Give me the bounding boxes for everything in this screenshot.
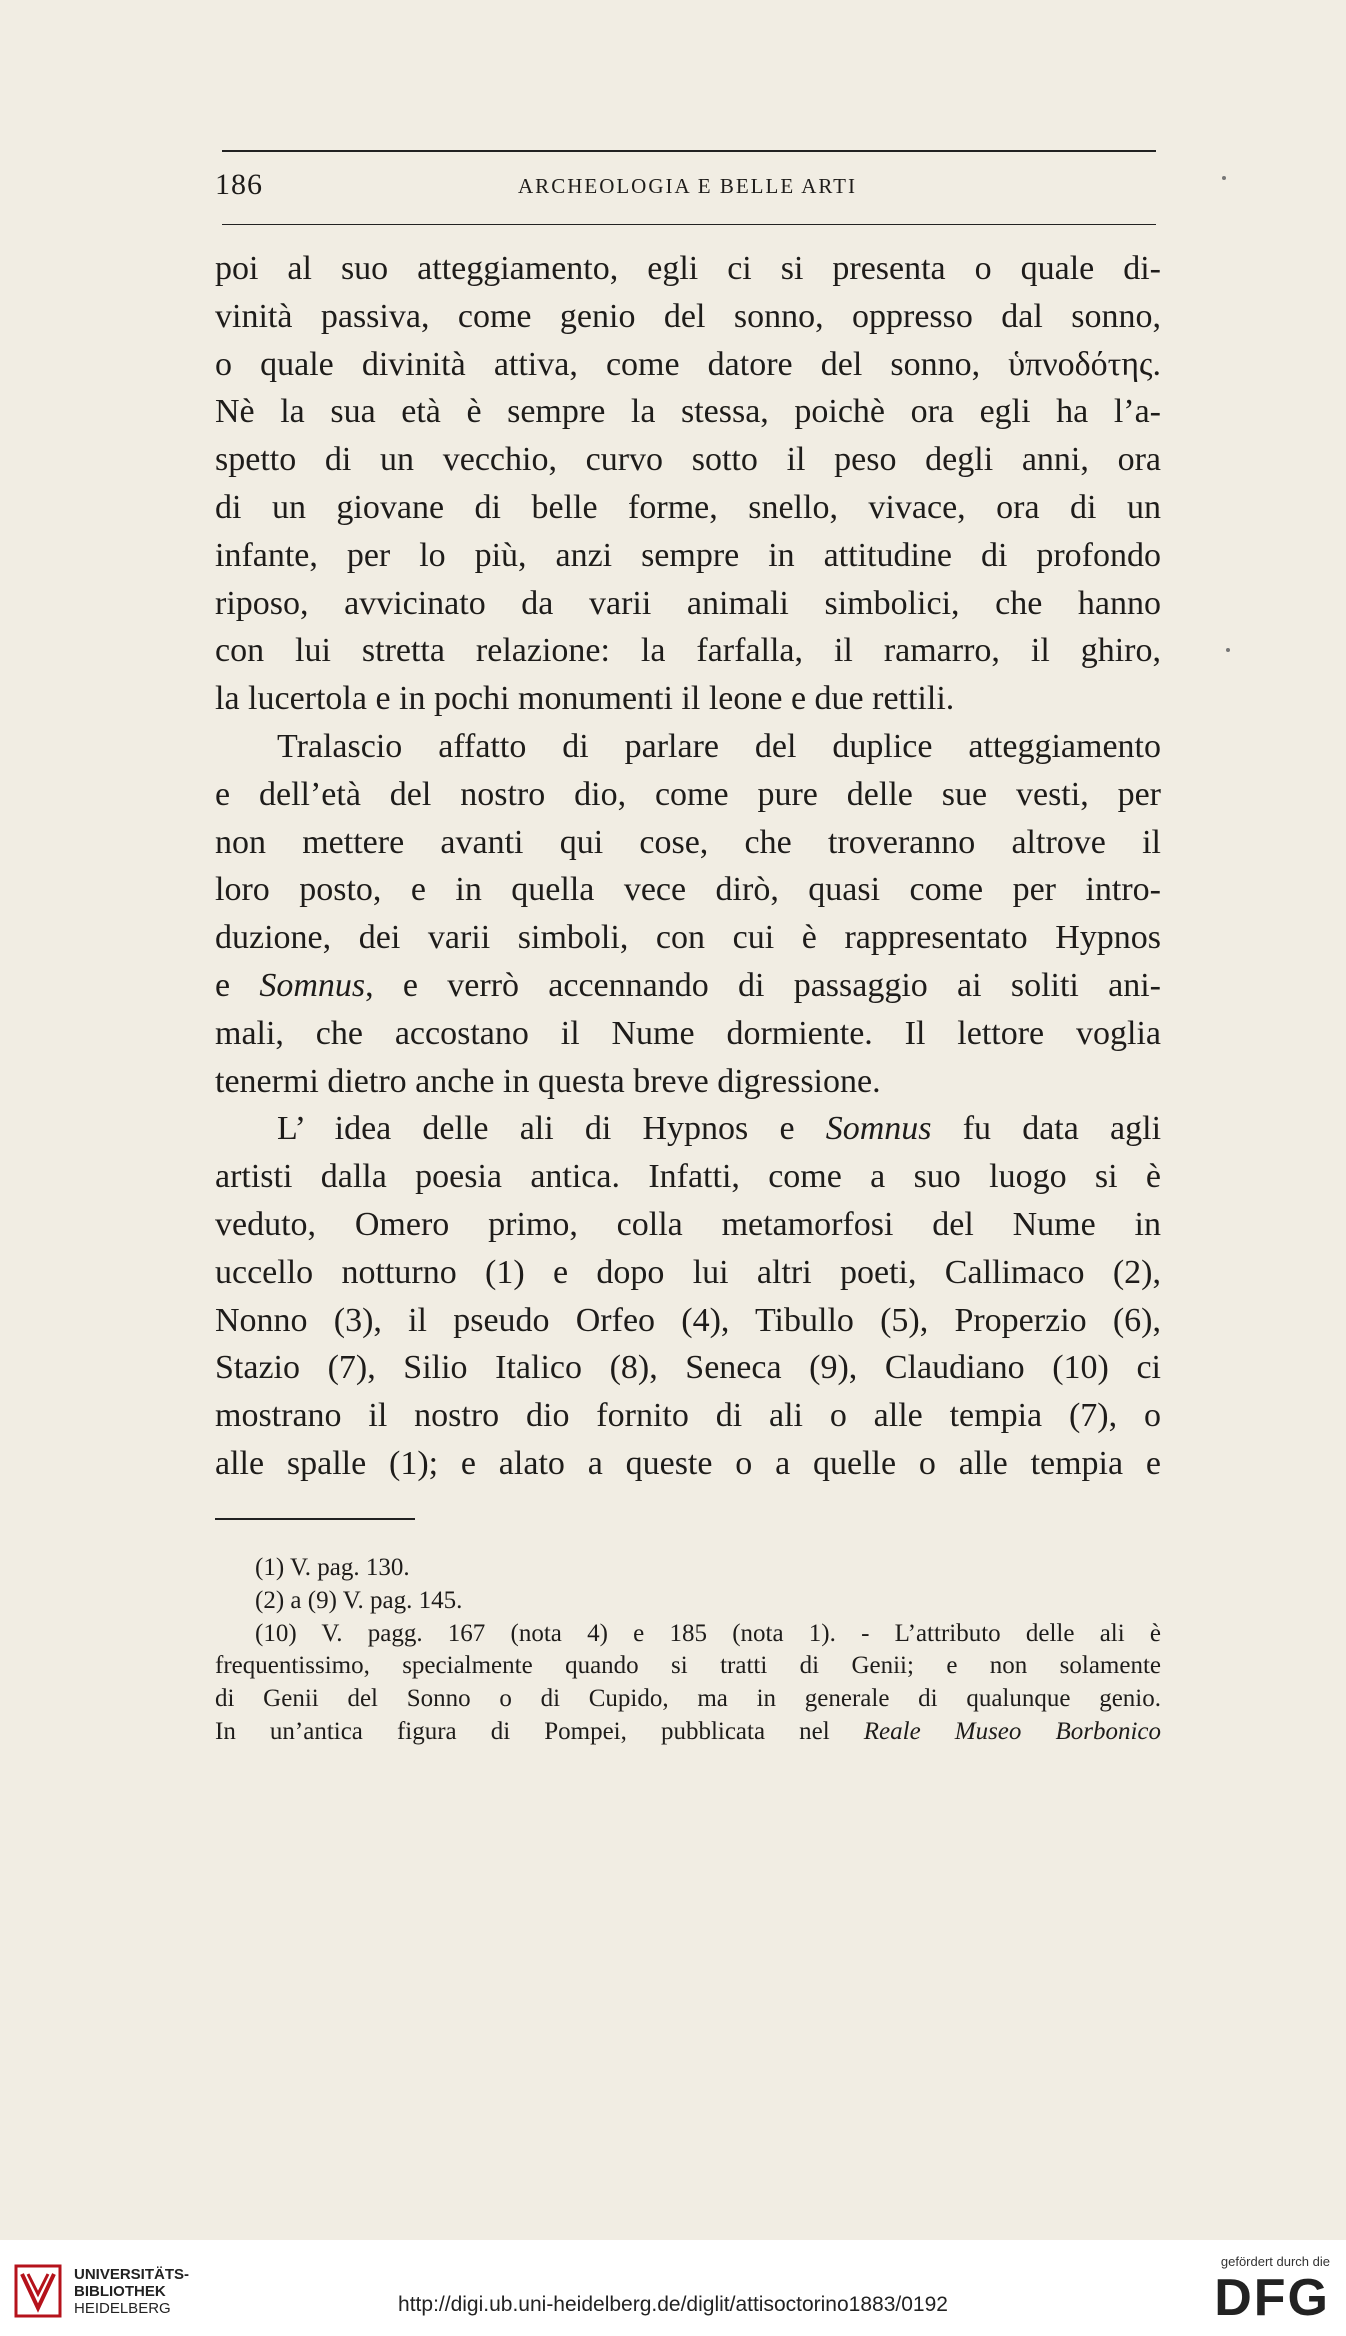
text-line: mostrano il nostro dio fornito di ali o alle tempia (7), o <box>215 1397 1161 1435</box>
footnote-line: (1) V. pag. 130. <box>255 1554 410 1581</box>
scan-speck <box>1226 648 1230 652</box>
text-fragment: L’ idea delle ali di Hypnos e <box>277 1110 795 1148</box>
page-number: 186 <box>215 168 263 201</box>
scan-speck <box>1222 176 1226 180</box>
text-line: riposo, avvicinato da varii animali simbolici, che hanno <box>215 584 1161 622</box>
text-line: non mettere avanti qui cose, che troveranno altrove il <box>215 823 1161 861</box>
text-line: Nè la sua età è sempre la stessa, poichè ora egli ha l’a- <box>215 393 1161 431</box>
footnote-line: (10) V. pagg. 167 (nota 4) e 185 (nota 1). - L’attributo delle ali è <box>255 1619 1161 1647</box>
text-line: alle spalle (1); e alato a queste o a quelle o alle tempia e <box>215 1444 1161 1482</box>
text-line: spetto di un vecchio, curvo sotto il peso degli anni, ora <box>215 441 1161 479</box>
text-line: di un giovane di belle forme, snello, vivace, ora di un <box>215 488 1161 526</box>
text-line: tenermi dietro anche in questa breve digressione. <box>215 1062 881 1100</box>
text-line: Nonno (3), il pseudo Orfeo (4), Tibullo (5), Properzio (6), <box>215 1301 1161 1339</box>
library-name-line: HEIDELBERG <box>74 2300 171 2317</box>
text-line: o quale divinità attiva, come datore del sonno, ὑπνοδότης. <box>215 345 1161 383</box>
text-line: Tralascio affatto di parlare del duplice atteggiamento <box>277 727 1161 765</box>
header-rule-top <box>222 150 1156 152</box>
text-fragment: fu data agli <box>962 1110 1162 1148</box>
text-line: poi al suo atteggiamento, egli ci si presenta o quale di- <box>215 250 1161 287</box>
text-line: artisti dalla poesia antica. Infatti, come a suo luogo si è <box>215 1158 1161 1196</box>
text-line: la lucertola e in pochi monumenti il leone e due rettili. <box>215 680 955 718</box>
footnote-line <box>215 1716 1161 1749</box>
text-line: veduto, Omero primo, colla metamorfosi del Nume in <box>215 1205 1161 1243</box>
italic-term-somnus: Somnus <box>259 966 366 1004</box>
text-line: uccello notturno (1) e dopo lui altri poeti, Callimaco (2), <box>215 1253 1161 1291</box>
text-line: duzione, dei varii simboli, con cui è rappresentato Hypnos <box>215 919 1161 957</box>
dfg-logo: DFG <box>1214 2269 1330 2327</box>
footnote-line: (2) a (9) V. pag. 145. <box>255 1586 463 1614</box>
text-fragment: , e verrò accennando di passaggio ai soliti ani- <box>365 966 1161 1004</box>
body-text <box>215 245 1161 1488</box>
text-fragment: In un’antica figura di Pompei, pubblicata nel <box>215 1717 830 1745</box>
text-line: loro posto, e in quella vece dirò, quasi come per intro- <box>215 871 1161 909</box>
footnotes <box>215 1552 1161 1749</box>
footnote-rule <box>215 1518 415 1520</box>
funded-by-label: gefördert durch die <box>1220 2254 1330 2269</box>
library-name-line: UNIVERSITÄTS- <box>74 2266 190 2283</box>
footnote-line: di Genii del Sonno o di Cupido, ma in generale di qualunque genio. <box>215 1685 1161 1713</box>
text-line: con lui stretta relazione: la farfalla, il ramarro, il ghiro, <box>215 632 1161 670</box>
library-name-line: BIBLIOTHEK <box>74 2283 166 2300</box>
text-line: vinità passiva, come genio del sonno, oppresso dal sonno, <box>215 297 1161 335</box>
text-line: infante, per lo più, anzi sempre in attitudine di profondo <box>215 536 1161 574</box>
page-header <box>215 168 1160 208</box>
italic-term-somnus: Somnus <box>825 1110 932 1148</box>
text-line: e dell’età del nostro dio, come pure delle sue vesti, per <box>215 775 1161 813</box>
text-fragment: e <box>215 966 231 1004</box>
footnote-line: frequentissimo, specialmente quando si tratti di Genii; e non solamente <box>215 1652 1161 1680</box>
text-line: Stazio (7), Silio Italico (8), Seneca (9), Claudiano (10) ci <box>215 1349 1161 1387</box>
text-line <box>215 1105 1161 1153</box>
running-head: ARCHEOLOGIA E BELLE ARTI <box>518 174 857 198</box>
source-url-link[interactable]: http://digi.ub.uni-heidelberg.de/diglit/attisoctorino1883/0192 <box>398 2293 948 2316</box>
viewer-footer <box>0 2240 1346 2336</box>
text-line <box>215 962 1161 1010</box>
italic-title: Reale Museo Borbonico <box>863 1717 1162 1745</box>
header-rule-bottom <box>222 224 1156 225</box>
text-line: mali, che accostano il Nume dormiente. Il lettore voglia <box>215 1014 1161 1052</box>
